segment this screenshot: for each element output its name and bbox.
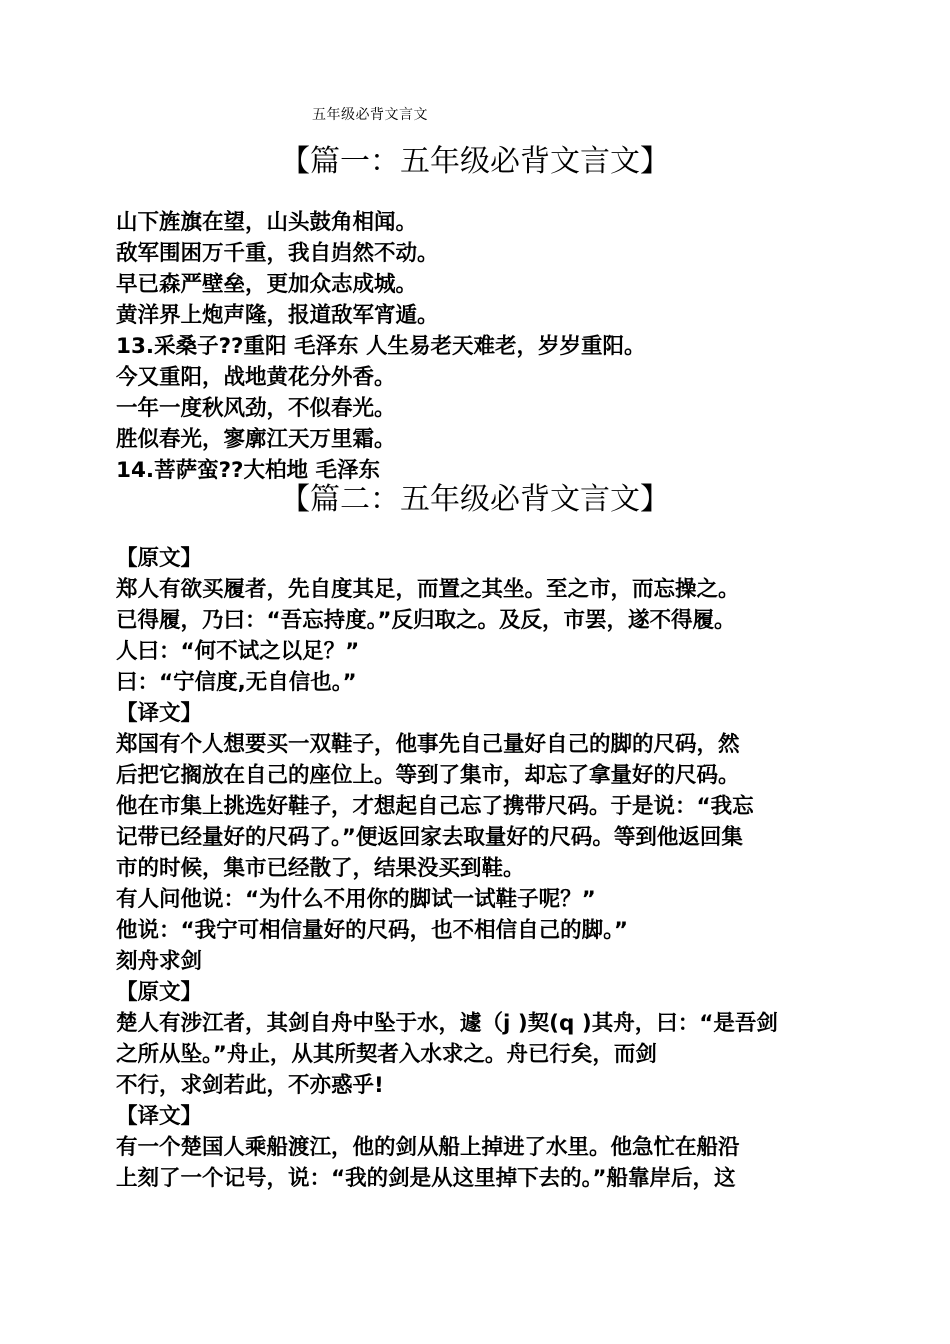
text-line: 早已森严壁垒，更加众志成城。: [116, 272, 418, 297]
text-line: 刻舟求剑: [116, 949, 203, 974]
text-line: 后把它搁放在自己的座位上。等到了集市，却忘了拿量好的尺码。: [116, 763, 740, 788]
section-title-1: 【篇一：五年级必背文言文】: [280, 144, 670, 179]
text-line: 【原文】: [116, 546, 203, 571]
text-line: 上刻了一个记号，说：“我的剑是从这里掉下去的。”船靠岸后，这: [116, 1166, 736, 1191]
text-line: 有人问他说：“为什么不用你的脚试一试鞋子呢？”: [116, 887, 596, 912]
section-title-2: 【篇二：五年级必背文言文】: [280, 482, 670, 517]
text-line: 人曰：“何不试之以足？”: [116, 639, 360, 664]
text-line: 【译文】: [116, 701, 203, 726]
text-line: 14.菩萨蛮??大柏地 毛泽东: [116, 458, 381, 483]
text-line: 【译文】: [116, 1104, 203, 1129]
text-line: 已得履，乃曰：“吾忘持度。”反归取之。及反，市罢，遂不得履。: [116, 608, 736, 633]
text-line: 黄洋界上炮声隆，报道敌军宵遁。: [116, 303, 439, 328]
text-line: 一年一度秋风劲，不似春光。: [116, 396, 396, 421]
text-line: 不行，求剑若此，不亦惑乎!: [116, 1073, 384, 1098]
text-line: 曰：“宁信度,无自信也。”: [116, 670, 357, 695]
text-line: 今又重阳，战地黄花分外香。: [116, 365, 396, 390]
text-line: 他在市集上挑选好鞋子，才想起自己忘了携带尺码。于是说：“我忘: [116, 794, 754, 819]
text-line: 胜似春光，寥廓江天万里霜。: [116, 427, 396, 452]
text-line: 13.采桑子??重阳 毛泽东 人生易老天难老，岁岁重阳。: [116, 334, 646, 359]
text-line: 【原文】: [116, 980, 203, 1005]
text-line: 他说：“我宁可相信量好的尺码，也不相信自己的脚。”: [116, 918, 629, 943]
text-line: 之所从坠。”舟止，从其所契者入水求之。舟已行矣，而剑: [116, 1042, 657, 1067]
section-1-body: [116, 207, 846, 486]
page-header: 五年级必背文言文: [312, 107, 428, 123]
text-line: 市的时候，集市已经散了，结果没买到鞋。: [116, 856, 525, 881]
text-line: 郑人有欲买履者，先自度其足，而置之其坐。至之市，而忘操之。: [116, 577, 740, 602]
text-line: 郑国有个人想要买一双鞋子，他事先自己量好自己的脚的尺码，然: [116, 732, 740, 757]
text-line: 山下旌旗在望，山头鼓角相闻。: [116, 210, 418, 235]
text-line: 有一个楚国人乘船渡江，他的剑从船上掉进了水里。他急忙在船沿: [116, 1135, 740, 1160]
text-line: 敌军围困万千重，我自岿然不动。: [116, 241, 439, 266]
section-2-body: [116, 543, 846, 1194]
text-line: 记带已经量好的尺码了。”便返回家去取量好的尺码。等到他返回集: [116, 825, 743, 850]
text-line: 楚人有涉江者，其剑自舟中坠于水，遽（j )契(q )其舟，曰：“是吾剑: [116, 1011, 778, 1036]
